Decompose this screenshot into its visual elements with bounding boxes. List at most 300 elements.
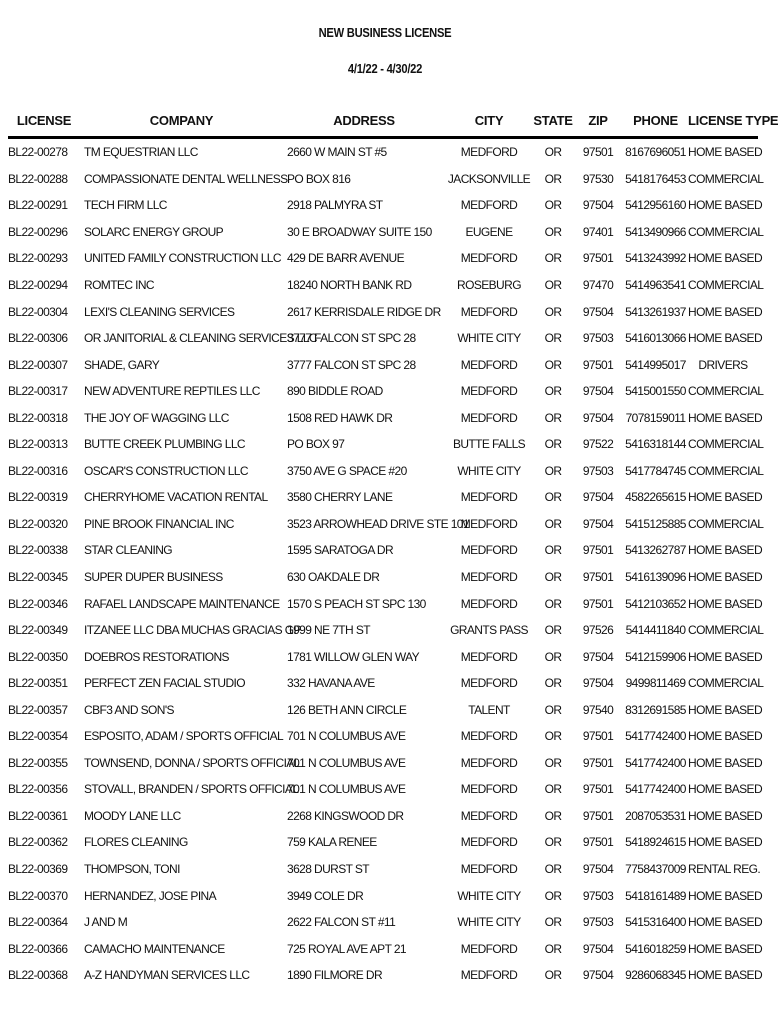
zip-cell: 97501 (582, 596, 614, 611)
table-row (8, 856, 758, 883)
city-cell: MEDFORD (460, 729, 518, 744)
state-cell: OR (544, 490, 562, 505)
city-cell: MEDFORD (460, 755, 518, 770)
state-cell: OR (544, 782, 562, 797)
address-cell: 18240 NORTH BANK RD (287, 278, 412, 292)
table-row (8, 166, 758, 193)
table-row (8, 511, 758, 538)
address-cell: 3523 ARROWHEAD DRIVE STE 101 (287, 516, 469, 531)
license-cell: BL22-00368 (8, 968, 68, 983)
state-cell: OR (544, 623, 562, 638)
address-cell: 3628 DURST ST (287, 862, 370, 877)
city-cell: WHITE CITY (457, 463, 521, 478)
company-cell: UNITED FAMILY CONSTRUCTION LLC (84, 251, 281, 266)
address-cell: 1595 SARATOGA DR (287, 543, 394, 558)
phone-cell: 5414995017 (625, 357, 686, 372)
phone-cell: 5416013066 (625, 331, 686, 346)
city-cell: EUGENE (465, 224, 513, 239)
phone-cell: 9499811469 (625, 676, 686, 691)
license-cell: BL22-00304 (8, 304, 68, 319)
license-type-cell: HOME BASED (688, 968, 763, 983)
city-cell: MEDFORD (460, 808, 518, 823)
company-cell: PINE BROOK FINANCIAL INC (84, 516, 234, 531)
state-cell: OR (544, 171, 562, 186)
zip-cell: 97501 (582, 251, 614, 266)
header-city: CITY (445, 106, 533, 138)
header-license-type: LICENSE TYPE (688, 106, 758, 138)
table-row (8, 962, 758, 989)
state-cell: OR (544, 570, 562, 585)
state-cell: OR (544, 224, 562, 239)
table-row (8, 537, 758, 564)
zip-cell: 97501 (582, 357, 614, 372)
phone-cell: 8312691585 (625, 702, 686, 717)
address-cell: 1781 WILLOW GLEN WAY (287, 649, 420, 664)
company-cell: THOMPSON, TONI (84, 862, 180, 877)
license-cell: BL22-00319 (8, 490, 68, 505)
company-cell: FLORES CLEANING (84, 835, 188, 850)
company-cell: HERNANDEZ, JOSE PINA (84, 888, 217, 903)
table-row (8, 138, 758, 166)
license-cell: BL22-00278 (8, 145, 68, 160)
address-cell: 3949 COLE DR (287, 888, 364, 903)
address-cell: 890 BIDDLE ROAD (287, 384, 383, 399)
company-cell: CAMACHO MAINTENANCE (84, 941, 225, 956)
license-type-cell: HOME BASED (688, 941, 763, 956)
zip-cell: 97501 (582, 782, 614, 797)
phone-cell: 5413261937 (625, 304, 686, 319)
phone-cell: 5413490966 (625, 224, 686, 239)
company-cell: OSCAR'S CONSTRUCTION LLC (84, 463, 248, 478)
address-cell: 725 ROYAL AVE APT 21 (287, 941, 406, 956)
address-cell: 30 E BROADWAY SUITE 150 (287, 224, 432, 239)
company-cell: TECH FIRM LLC (84, 198, 167, 213)
state-cell: OR (544, 702, 562, 717)
phone-cell: 5413262787 (625, 543, 686, 558)
license-type-cell: COMMERCIAL (688, 278, 764, 292)
license-type-cell: HOME BASED (688, 649, 763, 664)
city-cell: MEDFORD (460, 357, 518, 372)
city-cell: MEDFORD (460, 835, 518, 850)
table-row (8, 696, 758, 723)
state-cell: OR (544, 251, 562, 266)
zip-cell: 97501 (582, 808, 614, 823)
state-cell: OR (544, 410, 562, 425)
city-cell: MEDFORD (460, 782, 518, 797)
state-cell: OR (544, 357, 562, 372)
license-type-cell: COMMERCIAL (688, 384, 764, 399)
city-cell: JACKSONVILLE (447, 171, 531, 186)
company-cell: THE JOY OF WAGGING LLC (84, 410, 229, 425)
license-cell: BL22-00357 (8, 702, 68, 717)
license-type-cell: HOME BASED (688, 331, 763, 346)
phone-cell: 5412956160 (625, 198, 686, 213)
state-cell: OR (544, 304, 562, 319)
table-body (8, 138, 764, 989)
company-cell: CBF3 AND SON'S (84, 702, 174, 717)
address-cell: 332 HAVANA AVE (287, 676, 375, 691)
zip-cell: 97504 (582, 410, 614, 425)
header-address: ADDRESS (283, 106, 445, 138)
license-cell: BL22-00366 (8, 941, 68, 956)
phone-cell: 7078159011 (625, 410, 686, 425)
license-cell: BL22-00313 (8, 437, 68, 452)
address-cell: 1999 NE 7TH ST (287, 623, 370, 638)
license-type-cell: COMMERCIAL (688, 516, 764, 531)
phone-cell: 7758437009 (625, 862, 686, 877)
address-cell: 2622 FALCON ST #11 (287, 915, 396, 930)
city-cell: MEDFORD (460, 570, 518, 585)
table-row (8, 431, 758, 458)
table-row (8, 564, 758, 591)
company-cell: COMPASSIONATE DENTAL WELLNESS (84, 171, 288, 186)
city-cell: MEDFORD (460, 543, 518, 558)
license-cell: BL22-00296 (8, 224, 68, 239)
city-cell: MEDFORD (460, 490, 518, 505)
state-cell: OR (544, 437, 562, 452)
license-type-cell: HOME BASED (688, 251, 763, 266)
header-company: COMPANY (80, 106, 283, 138)
header-row (8, 106, 758, 138)
company-cell: J AND M (84, 915, 128, 930)
company-cell: DOEBROS RESTORATIONS (84, 649, 229, 664)
city-cell: MEDFORD (460, 198, 518, 213)
report-title: NEW BUSINESS LICENSE (318, 25, 452, 40)
license-type-cell: HOME BASED (688, 490, 763, 505)
license-cell: BL22-00317 (8, 384, 68, 399)
state-cell: OR (544, 463, 562, 478)
license-type-cell: DRIVERS (698, 357, 748, 372)
address-cell: 126 BETH ANN CIRCLE (287, 702, 407, 717)
state-cell: OR (544, 649, 562, 664)
license-type-cell: HOME BASED (688, 835, 763, 850)
license-cell: BL22-00316 (8, 463, 68, 478)
license-type-cell: COMMERCIAL (688, 437, 764, 452)
state-cell: OR (544, 862, 562, 877)
company-cell: OR JANITORIAL & CLEANING SERVICES LLC (84, 331, 317, 346)
city-cell: MEDFORD (460, 862, 518, 877)
license-cell: BL22-00306 (8, 331, 68, 346)
city-cell: WHITE CITY (457, 331, 521, 346)
city-cell: BUTTE FALLS (452, 437, 526, 452)
license-type-cell: HOME BASED (688, 570, 763, 585)
zip-cell: 97501 (582, 570, 614, 585)
city-cell: MEDFORD (460, 145, 518, 160)
zip-cell: 97522 (582, 437, 614, 452)
table-row (8, 404, 758, 431)
state-cell: OR (544, 755, 562, 770)
table-row (8, 219, 758, 246)
phone-cell: 5416139096 (625, 570, 686, 585)
zip-cell: 97504 (582, 649, 614, 664)
phone-cell: 5414411840 (625, 623, 686, 638)
license-cell: BL22-00345 (8, 570, 68, 585)
license-cell: BL22-00350 (8, 649, 68, 664)
license-type-cell: HOME BASED (688, 543, 763, 558)
zip-cell: 97501 (582, 755, 614, 770)
address-cell: 2268 KINGSWOOD DR (287, 808, 404, 823)
license-type-cell: HOME BASED (688, 888, 763, 903)
state-cell: OR (544, 968, 562, 983)
state-cell: OR (544, 384, 562, 399)
zip-cell: 97504 (582, 516, 614, 531)
table-row (8, 882, 758, 909)
license-type-cell: HOME BASED (688, 145, 763, 160)
license-cell: BL22-00349 (8, 623, 68, 638)
license-type-cell: HOME BASED (688, 304, 763, 319)
phone-cell: 5415001550 (625, 384, 686, 399)
city-cell: MEDFORD (460, 596, 518, 611)
table-row (8, 776, 758, 803)
city-cell: WHITE CITY (457, 915, 521, 930)
zip-cell: 97540 (582, 702, 614, 717)
state-cell: OR (544, 516, 562, 531)
license-cell: BL22-00362 (8, 835, 68, 850)
company-cell: LEXI'S CLEANING SERVICES (84, 304, 235, 319)
license-type-cell: COMMERCIAL (688, 623, 764, 638)
license-type-cell: HOME BASED (688, 702, 763, 717)
company-cell: ROMTEC INC (84, 278, 154, 292)
zip-cell: 97530 (582, 171, 614, 186)
license-type-cell: COMMERCIAL (688, 463, 764, 478)
city-cell: MEDFORD (460, 304, 518, 319)
address-cell: 701 N COLUMBUS AVE (287, 729, 406, 744)
license-type-cell: HOME BASED (688, 915, 763, 930)
zip-cell: 97503 (582, 331, 614, 346)
state-cell: OR (544, 676, 562, 691)
company-cell: TM EQUESTRIAN LLC (84, 145, 198, 160)
header-zip: ZIP (573, 106, 623, 138)
address-cell: 2918 PALMYRA ST (287, 198, 383, 213)
zip-cell: 97504 (582, 676, 614, 691)
company-cell: TOWNSEND, DONNA / SPORTS OFFICIAL (84, 755, 300, 770)
address-cell: 3580 CHERRY LANE (287, 490, 393, 505)
license-cell: BL22-00294 (8, 278, 68, 292)
header-state: STATE (533, 106, 573, 138)
zip-cell: 97501 (582, 543, 614, 558)
address-cell: PO BOX 97 (287, 437, 345, 452)
zip-cell: 97504 (582, 490, 614, 505)
table-row (8, 245, 758, 272)
company-cell: PERFECT ZEN FACIAL STUDIO (84, 676, 246, 691)
company-cell: STAR CLEANING (84, 543, 172, 558)
license-cell: BL22-00291 (8, 198, 68, 213)
license-table (8, 106, 778, 989)
zip-cell: 97470 (582, 278, 614, 292)
table-row (8, 590, 758, 617)
table-row (8, 750, 758, 777)
table-row (8, 643, 758, 670)
phone-cell: 5412103652 (625, 596, 686, 611)
company-cell: ESPOSITO, ADAM / SPORTS OFFICIAL (84, 729, 284, 744)
phone-cell: 5414963541 (625, 278, 686, 292)
phone-cell: 5417742400 (625, 755, 686, 770)
city-cell: MEDFORD (460, 251, 518, 266)
table-row (8, 670, 758, 697)
company-cell: SOLARC ENERGY GROUP (84, 224, 224, 239)
zip-cell: 97504 (582, 968, 614, 983)
city-cell: MEDFORD (460, 941, 518, 956)
phone-cell: 5417784745 (625, 463, 686, 478)
license-cell: BL22-00318 (8, 410, 68, 425)
city-cell: MEDFORD (460, 968, 518, 983)
address-cell: 1890 FILMORE DR (287, 968, 383, 983)
license-type-cell: HOME BASED (688, 596, 763, 611)
phone-cell: 5412159906 (625, 649, 686, 664)
date-range: 4/1/22 - 4/30/22 (347, 61, 423, 76)
table-row (8, 909, 758, 936)
license-type-cell: HOME BASED (688, 808, 763, 823)
phone-cell: 9286068345 (625, 968, 686, 983)
phone-cell: 4582265615 (625, 490, 686, 505)
zip-cell: 97503 (582, 463, 614, 478)
zip-cell: 97503 (582, 888, 614, 903)
license-cell: BL22-00370 (8, 888, 68, 903)
company-cell: STOVALL, BRANDEN / SPORTS OFFICIAL (84, 782, 299, 797)
address-cell: 1570 S PEACH ST SPC 130 (287, 596, 426, 611)
table-row (8, 617, 758, 644)
phone-cell: 5418924615 (625, 835, 686, 850)
company-cell: ITZANEE LLC DBA MUCHAS GRACIAS GP (84, 623, 301, 638)
company-cell: BUTTE CREEK PLUMBING LLC (84, 437, 245, 452)
license-type-cell: RENTAL REG. (688, 862, 761, 877)
company-cell: MOODY LANE LLC (84, 808, 181, 823)
header-license: LICENSE (8, 106, 80, 138)
table-row (8, 484, 758, 511)
phone-cell: 5416318144 (625, 437, 686, 452)
zip-cell: 97504 (582, 198, 614, 213)
address-cell: 759 KALA RENEE (287, 835, 377, 850)
phone-cell: 5417742400 (625, 729, 686, 744)
zip-cell: 97501 (582, 145, 614, 160)
license-cell: BL22-00361 (8, 808, 68, 823)
state-cell: OR (544, 543, 562, 558)
license-cell: BL22-00355 (8, 755, 68, 770)
license-cell: BL22-00288 (8, 171, 68, 186)
city-cell: MEDFORD (460, 649, 518, 664)
city-cell: MEDFORD (460, 516, 518, 531)
table-row (8, 272, 758, 299)
state-cell: OR (544, 596, 562, 611)
phone-cell: 5418176453 (625, 171, 686, 186)
license-type-cell: HOME BASED (688, 198, 763, 213)
address-cell: 1508 RED HAWK DR (287, 410, 393, 425)
table-row (8, 723, 758, 750)
city-cell: MEDFORD (460, 384, 518, 399)
state-cell: OR (544, 888, 562, 903)
license-type-cell: HOME BASED (688, 410, 763, 425)
state-cell: OR (544, 198, 562, 213)
phone-cell: 2087053531 (625, 808, 686, 823)
address-cell: 3777 FALCON ST SPC 28 (287, 357, 416, 372)
license-cell: BL22-00351 (8, 676, 68, 691)
zip-cell: 97504 (582, 384, 614, 399)
license-type-cell: HOME BASED (688, 729, 763, 744)
address-cell: 429 DE BARR AVENUE (287, 251, 405, 266)
address-cell: 2617 KERRISDALE RIDGE DR (287, 304, 441, 319)
license-type-cell: COMMERCIAL (688, 171, 764, 186)
state-cell: OR (544, 145, 562, 160)
company-cell: SUPER DUPER BUSINESS (84, 570, 223, 585)
phone-cell: 5416018259 (625, 941, 686, 956)
phone-cell: 5413243992 (625, 251, 686, 266)
license-cell: BL22-00338 (8, 543, 68, 558)
table-row (8, 325, 758, 352)
address-cell: 3777 FALCON ST SPC 28 (287, 331, 416, 346)
license-cell: BL22-00307 (8, 357, 68, 372)
zip-cell: 97401 (582, 224, 614, 239)
address-cell: 701 N COLUMBUS AVE (287, 755, 406, 770)
table-row (8, 192, 758, 219)
zip-cell: 97504 (582, 304, 614, 319)
address-cell: 701 N COLUMBUS AVE (287, 782, 406, 797)
zip-cell: 97501 (582, 835, 614, 850)
table-row (8, 803, 758, 830)
license-type-cell: COMMERCIAL (688, 224, 764, 239)
license-cell: BL22-00346 (8, 596, 68, 611)
company-cell: CHERRYHOME VACATION RENTAL (84, 490, 268, 505)
city-cell: TALENT (468, 702, 510, 717)
city-cell: MEDFORD (460, 410, 518, 425)
table-row (8, 298, 758, 325)
table-row (8, 458, 758, 485)
state-cell: OR (544, 941, 562, 956)
zip-cell: 97526 (582, 623, 614, 638)
license-cell: BL22-00369 (8, 862, 68, 877)
phone-cell: 5415125885 (625, 516, 686, 531)
zip-cell: 97504 (582, 941, 614, 956)
state-cell: OR (544, 808, 562, 823)
table-row (8, 378, 758, 405)
city-cell: GRANTS PASS (450, 623, 528, 638)
license-type-cell: HOME BASED (688, 755, 763, 770)
table-row (8, 829, 758, 856)
zip-cell: 97504 (582, 862, 614, 877)
city-cell: WHITE CITY (457, 888, 521, 903)
license-type-cell: HOME BASED (688, 782, 763, 797)
city-cell: MEDFORD (460, 676, 518, 691)
phone-cell: 5415316400 (625, 915, 686, 930)
phone-cell: 8167696051 (625, 145, 686, 160)
license-cell: BL22-00293 (8, 251, 68, 266)
address-cell: 630 OAKDALE DR (287, 570, 380, 585)
header-phone: PHONE (623, 106, 688, 138)
phone-cell: 5418161489 (625, 888, 686, 903)
address-cell: PO BOX 816 (287, 171, 351, 186)
company-cell: RAFAEL LANDSCAPE MAINTENANCE (84, 596, 280, 611)
state-cell: OR (544, 729, 562, 744)
license-cell: BL22-00354 (8, 729, 68, 744)
company-cell: NEW ADVENTURE REPTILES LLC (84, 384, 260, 399)
company-cell: A-Z HANDYMAN SERVICES LLC (84, 968, 250, 983)
table-row (8, 935, 758, 962)
state-cell: OR (544, 331, 562, 346)
city-cell: ROSEBURG (457, 278, 521, 292)
zip-cell: 97501 (582, 729, 614, 744)
state-cell: OR (544, 915, 562, 930)
state-cell: OR (544, 835, 562, 850)
zip-cell: 97503 (582, 915, 614, 930)
license-cell: BL22-00364 (8, 915, 68, 930)
phone-cell: 5417742400 (625, 782, 686, 797)
company-cell: SHADE, GARY (84, 357, 160, 372)
address-cell: 2660 W MAIN ST #5 (287, 145, 387, 160)
license-cell: BL22-00320 (8, 516, 68, 531)
table-row (8, 351, 758, 378)
license-cell: BL22-00356 (8, 782, 68, 797)
state-cell: OR (544, 278, 562, 292)
license-type-cell: COMMERCIAL (688, 676, 764, 691)
